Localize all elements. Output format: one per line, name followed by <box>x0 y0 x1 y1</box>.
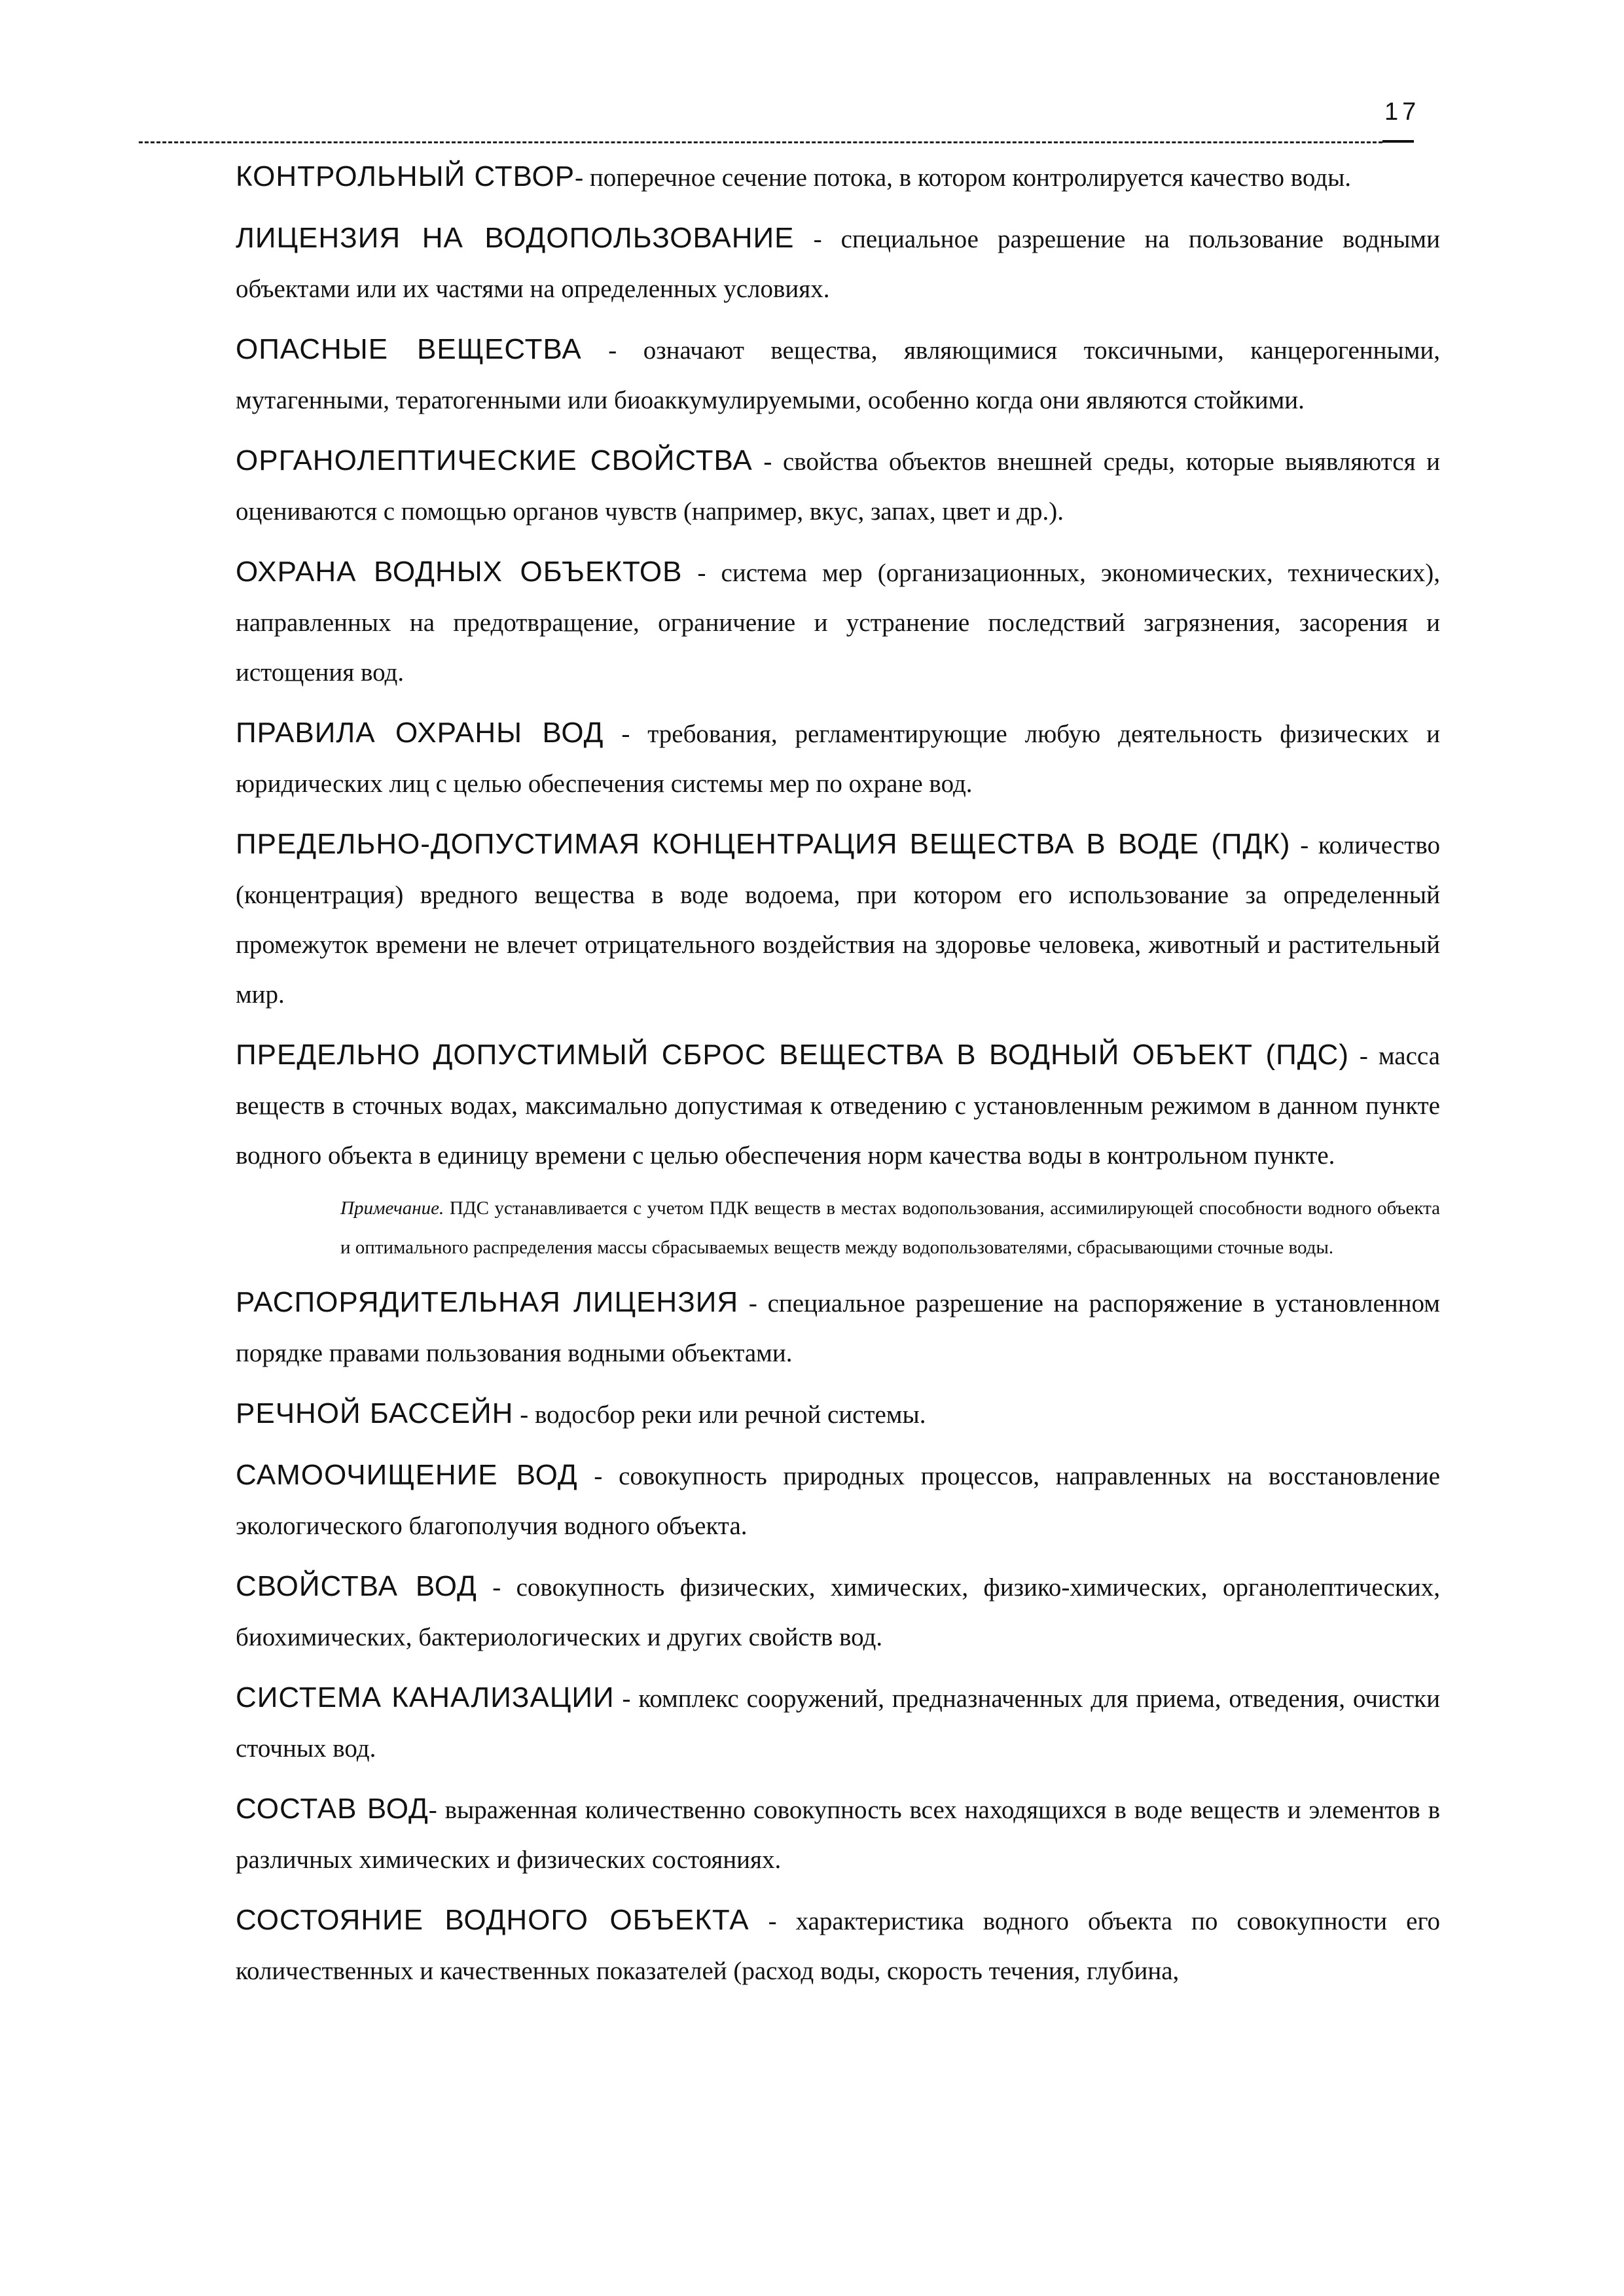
term-separator: - <box>752 448 783 476</box>
glossary-entry <box>236 1784 1440 1885</box>
glossary-entry <box>236 708 1440 809</box>
glossary-entry <box>236 152 1440 203</box>
glossary-definition: специальное разрешение на пользование водными объектами или их частями на определенных условиях. <box>236 225 1440 303</box>
glossary-term: КОНТРОЛЬНЫЙ СТВОР <box>236 160 575 192</box>
glossary-term: ПРЕДЕЛЬНО ДОПУСТИМЫЙ СБРОС ВЕЩЕСТВА В ВОДНЫЙ ОБЪЕКТ (ПДС) <box>236 1039 1349 1071</box>
footnote-text: ПДС устанавливается с учетом ПДК веществ в местах водопользования, ассимилирующей способности водного объекта и оптимального распределения массы сбрасываемых веществ между водопользователями, сбрасывающими сточные воды. <box>340 1198 1441 1258</box>
term-separator: - <box>577 1462 619 1490</box>
glossary-definition: характеристика водного объекта по совокупности его количественных и качественных показателей (расход воды, скорость течения, глубина, <box>236 1907 1440 1985</box>
glossary-entry <box>236 819 1440 1020</box>
glossary-entry <box>236 547 1440 698</box>
header-rule <box>139 141 1382 143</box>
glossary-definition: водосбор реки или речной системы. <box>534 1401 926 1429</box>
glossary-definition: комплекс сооружений, предназначенных для приема, отведения, очистки сточных вод. <box>236 1685 1440 1763</box>
glossary-term: СВОЙСТВА ВОД <box>236 1570 477 1602</box>
glossary-body <box>236 152 1440 2007</box>
header-rule-underline <box>1382 140 1414 143</box>
glossary-term: ПРЕДЕЛЬНО-ДОПУСТИМАЯ КОНЦЕНТРАЦИЯ ВЕЩЕСТВА В ВОДЕ (ПДК) <box>236 828 1291 860</box>
glossary-entry <box>236 1278 1440 1378</box>
glossary-term: ОРГАНОЛЕПТИЧЕСКИЕ СВОЙСТВА <box>236 444 753 476</box>
term-separator: - <box>1348 1042 1379 1070</box>
glossary-term: ОХРАНА ВОДНЫХ ОБЪЕКТОВ <box>236 556 683 588</box>
glossary-entry <box>236 325 1440 425</box>
glossary-entry <box>236 1389 1440 1440</box>
glossary-term: РЕЧНОЙ БАССЕЙН <box>236 1397 514 1429</box>
glossary-entry <box>236 1030 1440 1181</box>
glossary-entry <box>236 1562 1440 1662</box>
glossary-definition: совокупность физических, химических, физико-химических, органолептических, биохимических, бактериологических и других свойств вод. <box>236 1573 1440 1651</box>
glossary-entry <box>236 436 1440 537</box>
term-separator: - <box>513 1401 535 1429</box>
term-separator: - <box>428 1796 445 1824</box>
glossary-entry <box>236 1673 1440 1774</box>
glossary-definition: специальное разрешение на распоряжение в установленном порядке правами пользования водными объектами. <box>236 1289 1440 1367</box>
term-separator: - <box>604 720 648 748</box>
glossary-definition: совокупность природных процессов, направленных на восстановление экологического благополучия водного объекта. <box>236 1462 1440 1540</box>
term-separator: - <box>614 1685 639 1713</box>
term-separator: - <box>749 1907 796 1935</box>
term-separator: - <box>794 225 841 253</box>
glossary-term: СОСТОЯНИЕ ВОДНОГО ОБЪЕКТА <box>236 1904 749 1936</box>
glossary-term: ОПАСНЫЕ ВЕЩЕСТВА <box>236 333 582 365</box>
glossary-definition: означают вещества, являющимися токсичными, канцерогенными, мутагенными, тератогенными или биоаккумулируемыми, особенно когда они являются стойкими. <box>236 336 1440 414</box>
glossary-term: САМООЧИЩЕНИЕ ВОД <box>236 1459 578 1491</box>
glossary-definition: выраженная количественно совокупность всех находящихся в воде веществ и элементов в различных химических и физических состояниях. <box>236 1796 1440 1874</box>
term-separator: - <box>575 164 590 192</box>
term-separator: - <box>1290 831 1318 859</box>
footnote <box>340 1189 1440 1267</box>
glossary-entry <box>236 1450 1440 1551</box>
glossary-definition: система мер (организационных, экономических, технических), направленных на предотвращение, ограничение и устранение последствий загрязнения, засорения и истощения вод. <box>236 559 1440 687</box>
glossary-definition: количество (концентрация) вредного вещества в воде водоема, при котором его использование за определенный промежуток времени не влечет отрицательного воздействия на здоровье человека, животный и растительный мир. <box>236 831 1440 1009</box>
glossary-term: СИСТЕМА КАНАЛИЗАЦИИ <box>236 1681 615 1713</box>
glossary-definition: требования, регламентирующие любую деятельность физических и юридических лиц с целью обеспечения системы мер по охране вод. <box>236 720 1440 798</box>
term-separator: - <box>738 1289 768 1318</box>
glossary-entry <box>236 213 1440 314</box>
glossary-term: СОСТАВ ВОД <box>236 1793 429 1825</box>
term-separator: - <box>682 559 721 587</box>
glossary-definition: свойства объектов внешней среды, которые выявляются и оцениваются с помощью органов чувств (например, вкус, запах, цвет и др.). <box>236 448 1441 526</box>
glossary-definition: поперечное сечение потока, в котором контролируется качество воды. <box>589 164 1352 192</box>
page-number: 17 <box>1384 98 1420 126</box>
glossary-term: РАСПОРЯДИТЕЛЬНАЯ ЛИЦЕНЗИЯ <box>236 1286 739 1318</box>
glossary-term: ПРАВИЛА ОХРАНЫ ВОД <box>236 717 604 749</box>
footnote-label: Примечание. <box>340 1198 444 1219</box>
glossary-entry <box>236 1895 1440 1996</box>
term-separator: - <box>477 1573 516 1602</box>
term-separator: - <box>581 336 643 365</box>
glossary-term: ЛИЦЕНЗИЯ НА ВОДОПОЛЬЗОВАНИЕ <box>236 222 795 254</box>
glossary-definition: масса веществ в сточных водах, максимально допустимая к отведению с установленным режимом в данном пункте водного объекта в единицу времени с целью обеспечения норм качества воды в контрольном пункте. <box>236 1042 1440 1170</box>
